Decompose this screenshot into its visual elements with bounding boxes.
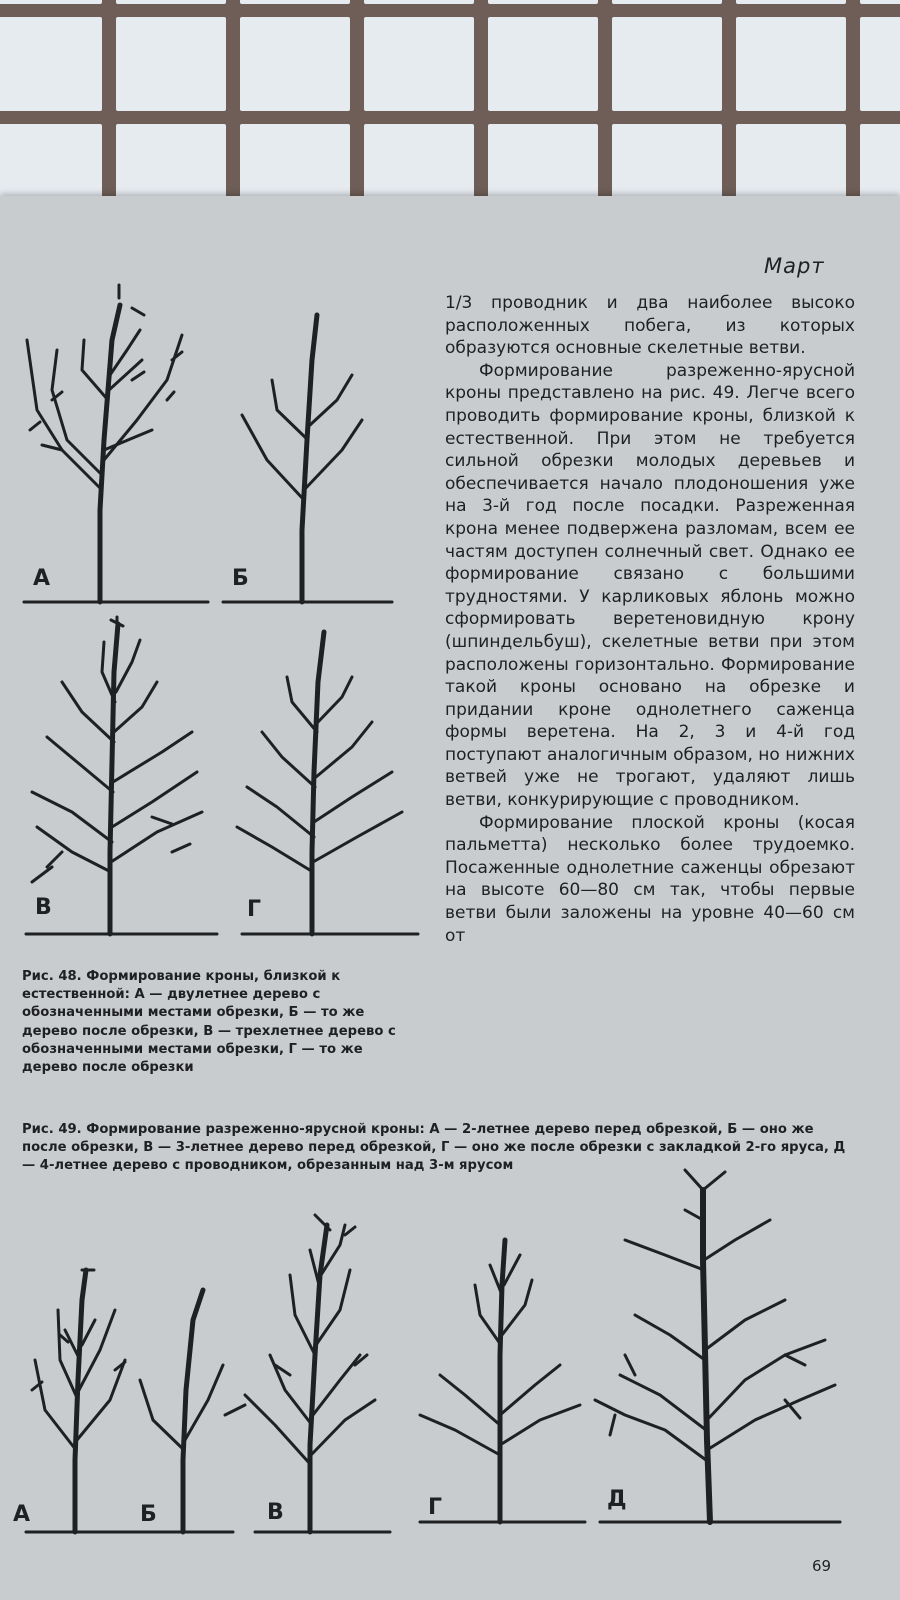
fig49-label-v: В bbox=[267, 1500, 284, 1525]
fig49-label-a: А bbox=[13, 1502, 31, 1527]
tile bbox=[612, 17, 722, 111]
tile bbox=[364, 17, 474, 111]
figure48-caption: Рис. 48. Формирование кроны, близкой к естественной: А — двулетнее дерево с обозначенными местами обрезки, Б — то же дерево после обрезки, В — трехлетнее дерево с обозначенными местами обрезки, Г — то же дерево после обрезки bbox=[22, 969, 396, 1076]
paragraph: Формирование плоской кроны (косая пальметта) несколько более трудоемко. Посаженные однолетние саженцы обрезают на высоте 60—80 см так, чтобы первые ветви были заложены на уровне 40—60 см от bbox=[445, 812, 855, 946]
fig49-label-b: Б bbox=[140, 1502, 157, 1527]
paragraph: Формирование разреженно-ярусной кроны представлено на рис. 49. Легче всего проводить формирование кроны, близкой к естественной. При этом не требуется сильной обрезки молодых деревьев и обеспечивается начало плодоношения уже на 3-й год после посадки. Разреженная крона менее подвержена разломам, всем ее частям доступен солнечный свет. Однако ее формирование связано с большими трудностями. У карликовых яблонь можно сформировать веретеновидную крону (шпиндельбуш), скелетные ветви при этом расположены горизонтально. Формирование такой кроны основано на обрезке и придании кроне однолетнего саженца формы веретена. На 2, 3 и 4-й год поступают аналогичным образом, но нижних ветвей уже не трогают, удаляют лишь ветви, конкурирующие с проводником. bbox=[445, 360, 855, 811]
fig48-tree-a bbox=[22, 280, 212, 610]
tile bbox=[116, 0, 226, 4]
tile bbox=[488, 0, 598, 4]
fig48-tree-g bbox=[232, 622, 422, 942]
tile bbox=[116, 17, 226, 111]
tile bbox=[612, 0, 722, 4]
body-text bbox=[445, 292, 855, 947]
fig49-tree-v bbox=[215, 1205, 395, 1540]
tile bbox=[364, 0, 474, 4]
fig49-tree-a bbox=[20, 1250, 140, 1540]
fig48-tree-v bbox=[22, 612, 222, 942]
fig48-label-b: Б bbox=[232, 566, 249, 591]
running-head: Март bbox=[764, 254, 825, 278]
fig49-label-g: Г bbox=[428, 1495, 443, 1520]
fig48-label-a: А bbox=[33, 566, 51, 591]
tiled-background bbox=[0, 0, 900, 215]
fig49-label-d: Д bbox=[607, 1487, 627, 1512]
fig49-tree-d bbox=[585, 1160, 845, 1530]
tile bbox=[860, 17, 900, 111]
tile bbox=[0, 0, 102, 4]
page-number: 69 bbox=[812, 1557, 832, 1575]
fig48-label-g: Г bbox=[247, 897, 262, 922]
paragraph: 1/3 проводник и два наиболее высоко расположенных побега, из которых образуются основные скелетные ветви. bbox=[445, 293, 855, 359]
tile bbox=[240, 0, 350, 4]
fig48-tree-b bbox=[222, 300, 412, 610]
tile bbox=[0, 17, 102, 111]
fig49-tree-g bbox=[410, 1225, 590, 1530]
fig48-label-v: В bbox=[35, 895, 52, 920]
tile bbox=[240, 17, 350, 111]
tile bbox=[860, 0, 900, 4]
figure49-caption: Рис. 49. Формирование разреженно-ярусной кроны: А — 2-летнее дерево перед обрезкой, Б — оно же после обрезки, В — 3-летнее дерево перед обрезкой, Г — оно же после обрезки с закладкой 2-го яруса, Д — 4-летнее дерево с проводником, обрезанным над 3-м ярусом bbox=[22, 1122, 846, 1174]
tile bbox=[488, 17, 598, 111]
tile bbox=[736, 0, 846, 4]
tile bbox=[736, 17, 846, 111]
